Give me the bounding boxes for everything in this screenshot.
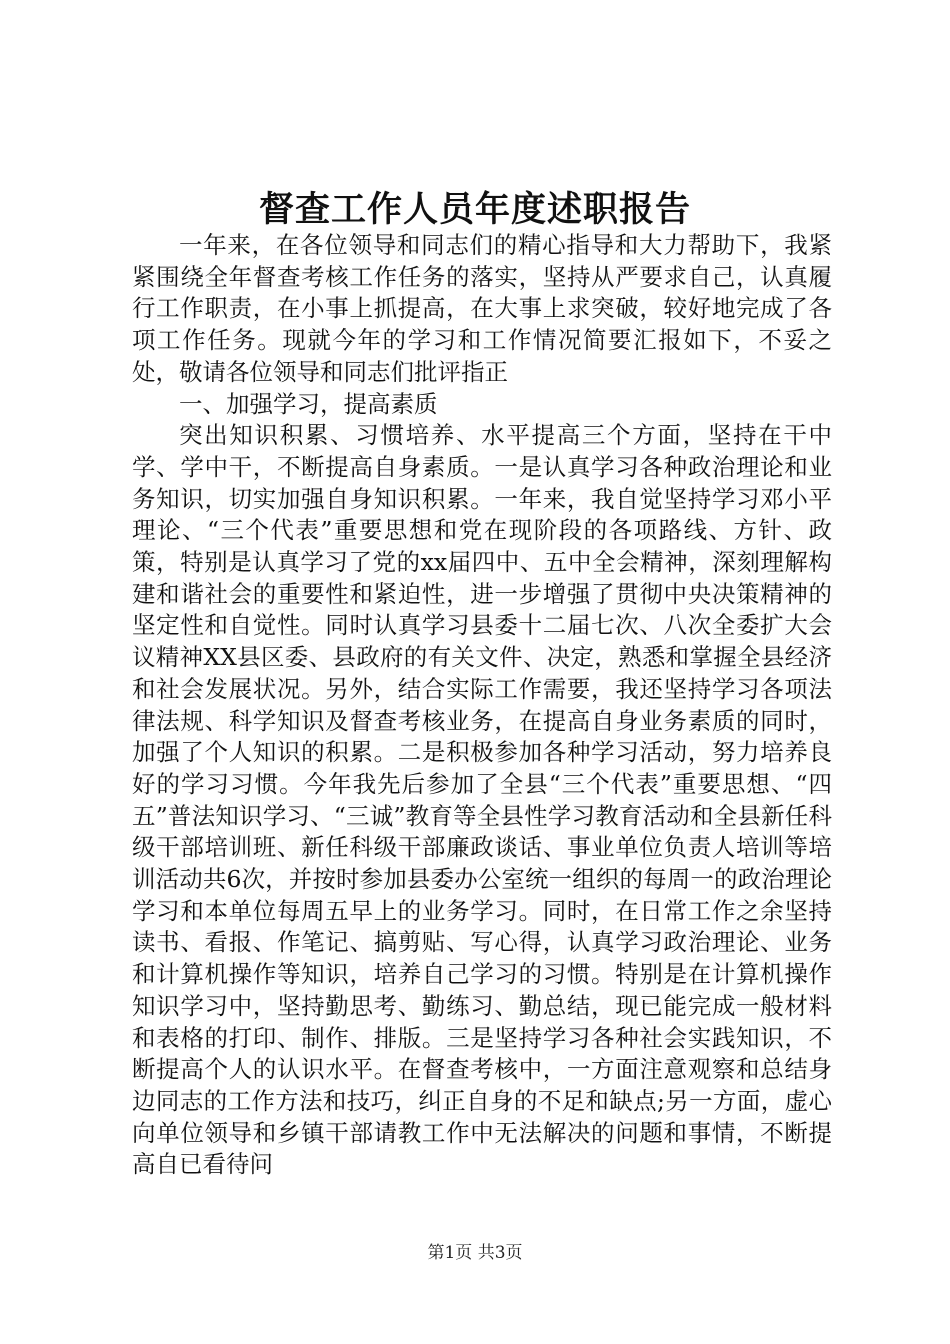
page-number: 第1页 共3页 — [427, 1243, 523, 1263]
document-body — [132, 230, 832, 1181]
document-title: 督查工作人员年度述职报告 — [258, 189, 691, 230]
intro-paragraph: 一年来，在各位领导和同志们的精心指导和大力帮助下，我紧紧围绕全年督查考核工作任务的落实，坚持从严要求自己，认真履行工作职责，在小事上抓提高，在大事上求突破，较好地完成了各项工作任务。现就今年的学习和工作情况简要汇报如下，不妥之处，敬请各位领导和同志们批评指正 — [132, 231, 832, 386]
section-heading: 一、加强学习，提高素质 — [179, 389, 438, 418]
section-paragraph: 突出知识积累、习惯培养、水平提高三个方面，坚持在干中学、学中干，不断提高自身素质。一是认真学习各种政治理论和业务知识，切实加强自身知识积累。一年来，我自觉坚持学习邓小平理论、“三个代表”重要思想和党在现阶段的各项路线、方针、政策，特别是认真学习了党的xx届四中、五中全会精神，深刻理解构建和谐社会的重要性和紧迫性，进一步增强了贯彻中央决策精神的坚定性和自觉性。同时认真学习县委十二届七次、八次全委扩大会议精神XX县区委、县政府的有关文件、决定，熟悉和掌握全县经济和社会发展状况。另外，结合实际工作需要，我还坚持学习各项法律法规、科学知识及督查考核业务，在提高自身业务素质的同时，加强了个人知识的积累。二是积极参加各种学习活动，努力培养良好的学习习惯。今年我先后参加了全县“三个代表”重要思想、“四五”普法知识学习、“三诚”教育等全县性学习教育活动和全县新任科级干部培训班、新任科级干部廉政谈话、事业单位负责人培训等培训活动共6次，并按时参加县委办公室统一组织的每周一的政治理论学习和本单位每周五早上的业务学习。同时，在日常工作之余坚持读书、看报、作笔记、搞剪贴、写心得，认真学习政治理论、业务和计算机操作等知识，培养自己学习的习惯。特别是在计算机操作知识学习中，坚持勤思考、勤练习、勤总结，现已能完成一般材料和表格的打印、制作、排版。三是坚持学习各种社会实践知识，不断提高个人的认识水平。在督查考核中，一方面注意观察和总结身边同志的工作方法和技巧，纠正自身的不足和缺点;另一方面，虚心向单位领导和乡镇干部请教工作中无法解决的问题和事情，不断提高自已看待问 — [132, 421, 832, 1179]
